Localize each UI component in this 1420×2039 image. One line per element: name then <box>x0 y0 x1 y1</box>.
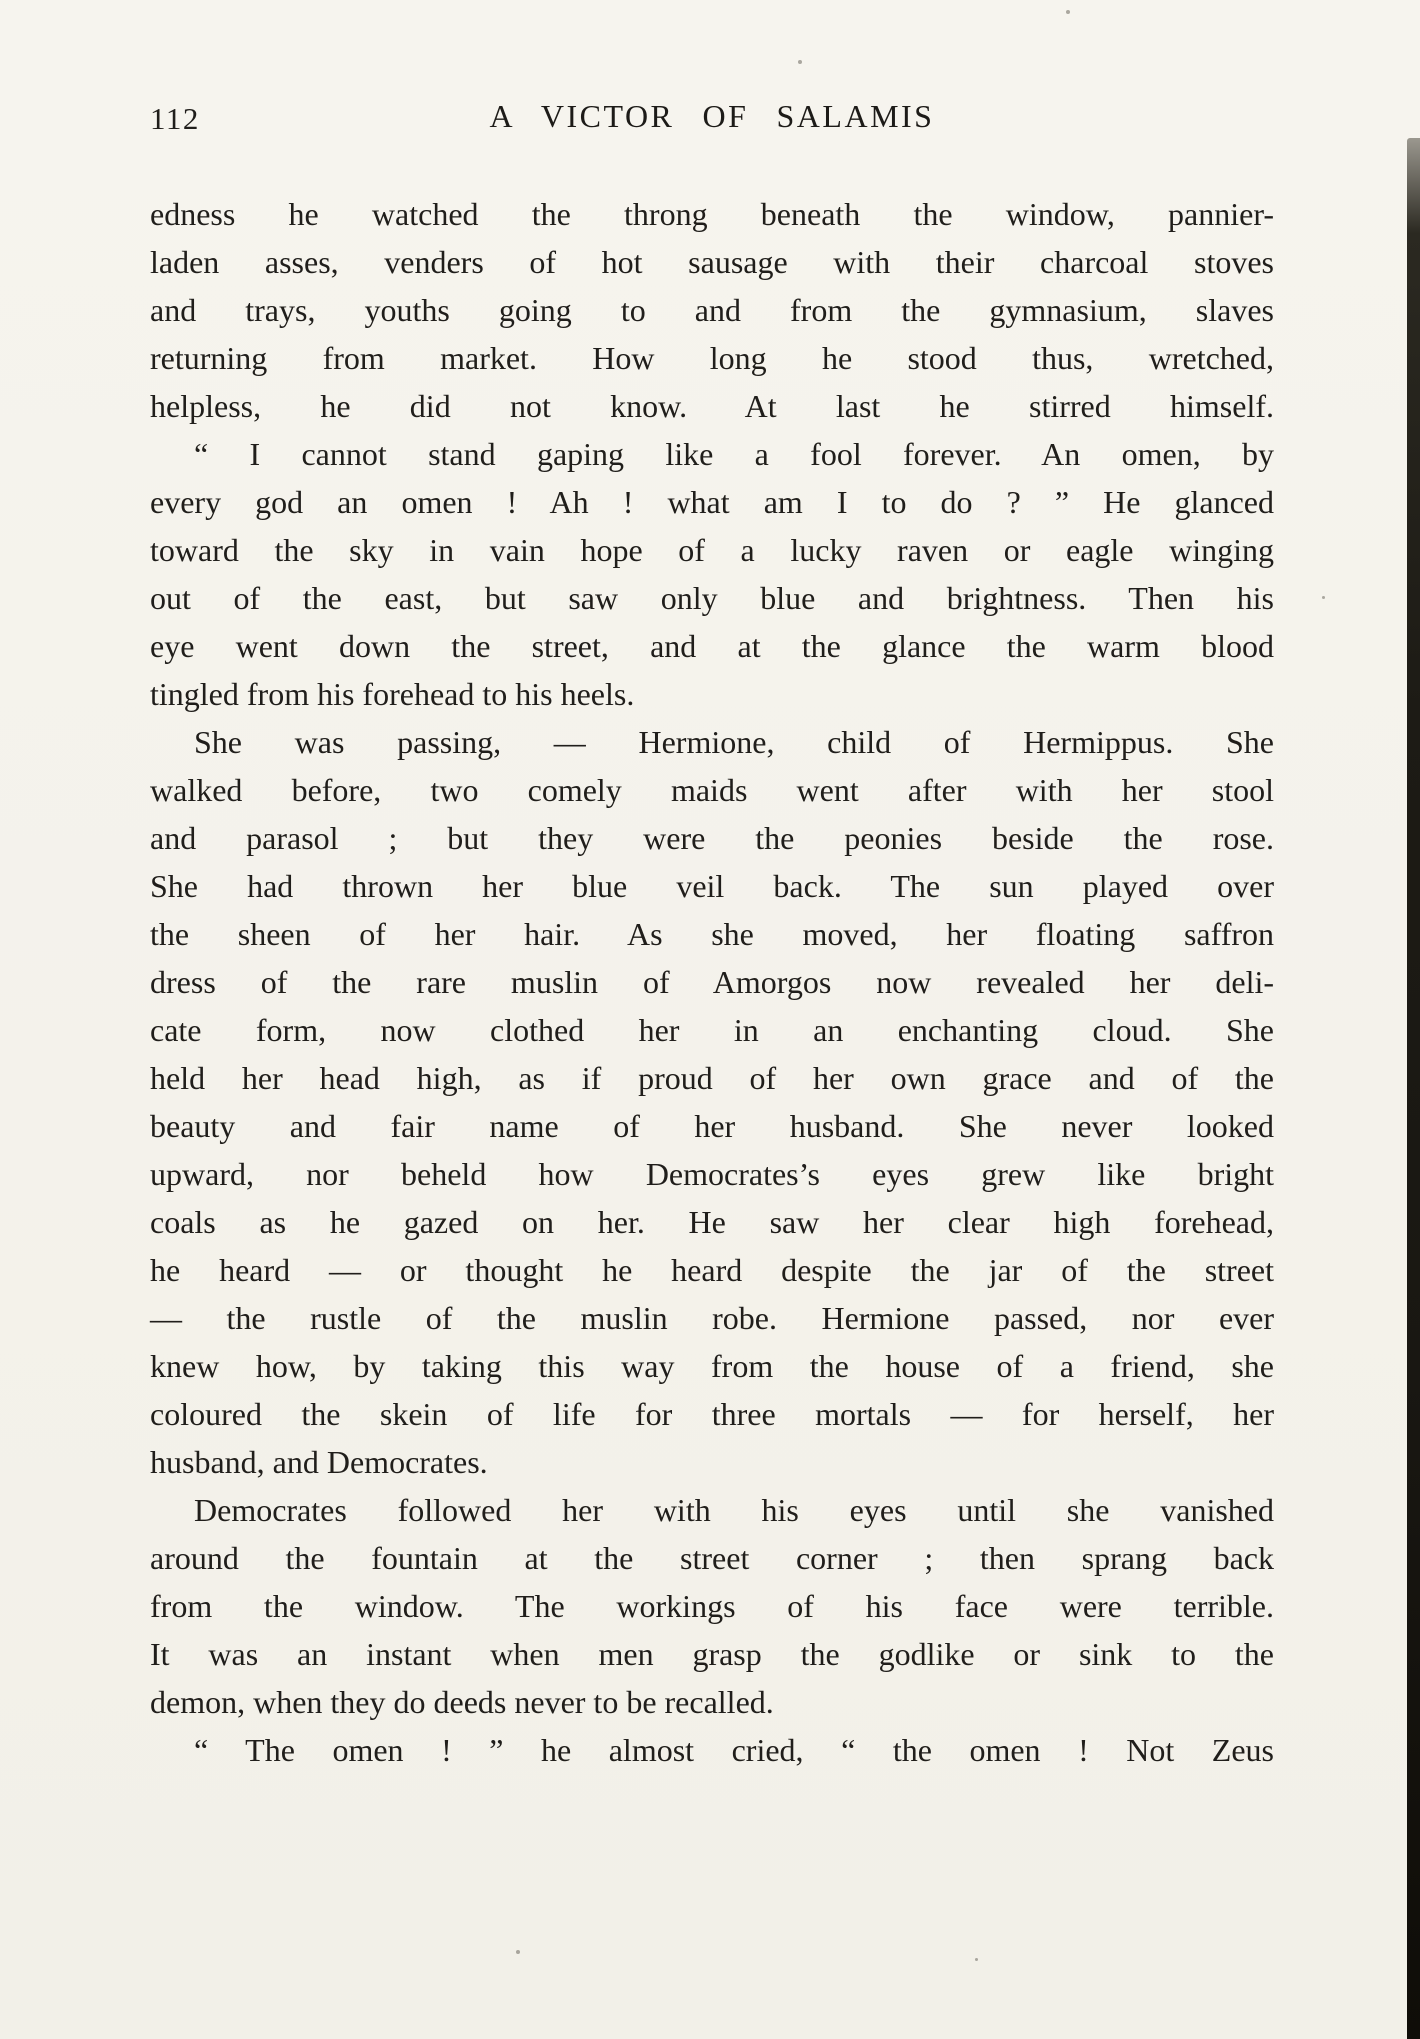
text-line: he heard — or thought he heard despite the jar of the street <box>150 1252 1274 1288</box>
text-line: laden asses, venders of hot sausage with their charcoal stoves <box>150 244 1274 280</box>
text-line: toward the sky in vain hope of a lucky raven or eagle winging <box>150 532 1274 568</box>
text-line: dress of the rare muslin of Amorgos now revealed her deli- <box>150 964 1274 1000</box>
text-line: tingled from his forehead to his heels. <box>150 676 635 712</box>
text-line: “ I cannot stand gaping like a fool forever. An omen, by <box>194 436 1274 472</box>
paragraph <box>150 1486 1274 1726</box>
page-header <box>150 98 1274 144</box>
text-line: helpless, he did not know. At last he stirred himself. <box>150 388 1274 424</box>
text-line: around the fountain at the street corner ; then sprang back <box>150 1540 1274 1576</box>
text-line: She was passing, — Hermione, child of Hermippus. She <box>194 724 1274 760</box>
text-line: husband, and Democrates. <box>150 1444 488 1480</box>
text-line: the sheen of her hair. As she moved, her floating saffron <box>150 916 1274 952</box>
text-line: every god an omen ! Ah ! what am I to do ? ” He glanced <box>150 484 1274 520</box>
book-gutter-shadow <box>1407 138 1420 2039</box>
text-line: — the rustle of the muslin robe. Hermione passed, nor ever <box>150 1300 1274 1336</box>
running-title: A VICTOR OF SALAMIS <box>489 98 935 134</box>
text-line: She had thrown her blue veil back. The sun played over <box>150 868 1274 904</box>
text-line: out of the east, but saw only blue and brightness. Then his <box>150 580 1274 616</box>
text-line: Democrates followed her with his eyes until she vanished <box>194 1492 1274 1528</box>
text-line: coloured the skein of life for three mortals — for herself, her <box>150 1396 1274 1432</box>
text-line: from the window. The workings of his face were terrible. <box>150 1588 1274 1624</box>
text-line: held her head high, as if proud of her own grace and of the <box>150 1060 1274 1096</box>
text-line: It was an instant when men grasp the godlike or sink to the <box>150 1636 1274 1672</box>
text-line: demon, when they do deeds never to be recalled. <box>150 1684 774 1720</box>
scan-speck <box>1066 10 1070 14</box>
scan-speck <box>516 1950 520 1954</box>
text-line: and parasol ; but they were the peonies beside the rose. <box>150 820 1274 856</box>
text-line: cate form, now clothed her in an enchanting cloud. She <box>150 1012 1274 1048</box>
text-line: returning from market. How long he stood thus, wretched, <box>150 340 1274 376</box>
paragraph <box>150 430 1274 718</box>
text-block <box>150 190 1274 1774</box>
paragraph <box>150 1726 1274 1774</box>
text-line: eye went down the street, and at the glance the warm blood <box>150 628 1274 664</box>
paragraph <box>150 718 1274 1486</box>
text-line: coals as he gazed on her. He saw her clear high forehead, <box>150 1204 1274 1240</box>
text-line: “ The omen ! ” he almost cried, “ the omen ! Not Zeus <box>194 1732 1274 1768</box>
scan-speck <box>798 60 802 64</box>
text-line: walked before, two comely maids went after with her stool <box>150 772 1274 808</box>
text-line: beauty and fair name of her husband. She never looked <box>150 1108 1274 1144</box>
text-line: upward, nor beheld how Democrates’s eyes grew like bright <box>150 1156 1274 1192</box>
text-line: and trays, youths going to and from the gymnasium, slaves <box>150 292 1274 328</box>
text-line: knew how, by taking this way from the house of a friend, she <box>150 1348 1274 1384</box>
text-line: edness he watched the throng beneath the window, pannier- <box>150 196 1274 232</box>
page-number: 112 <box>150 101 200 136</box>
scan-speck <box>975 1958 978 1961</box>
paragraph <box>150 190 1274 430</box>
scan-speck <box>1322 596 1325 599</box>
